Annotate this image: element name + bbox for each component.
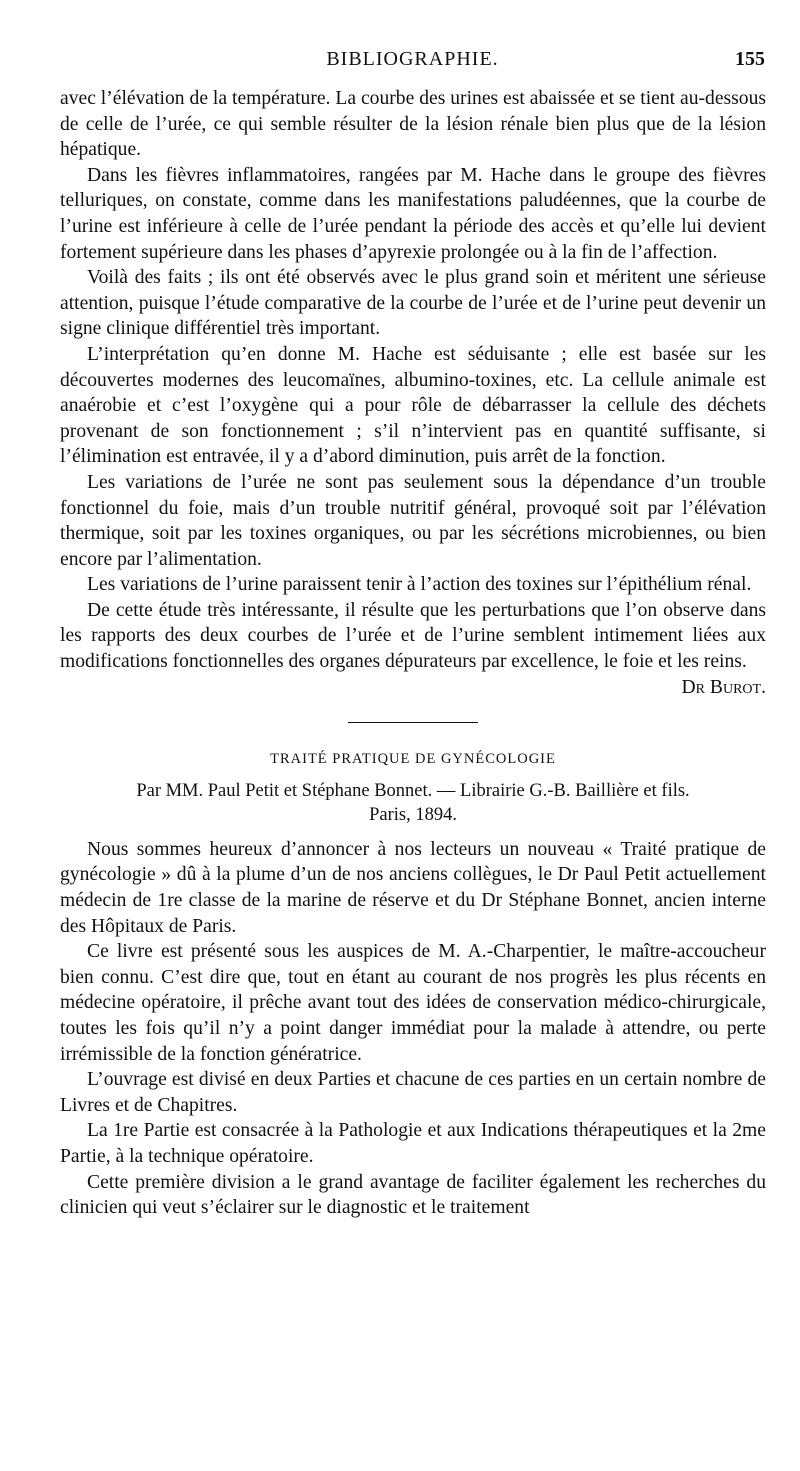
spacer — [60, 827, 766, 837]
paragraph: Voilà des faits ; ils ont été observés avec le plus grand soin et méritent une sérieuse attention, puisque l’étude comparative de la courbe de l’urée et de l’urine peut devenir un signe clinique différentiel très important. — [60, 267, 766, 340]
running-title: BIBLIOGRAPHIE. — [326, 48, 499, 70]
signature: Dr Burot. — [681, 676, 766, 698]
paragraph: La 1re Partie est consacrée à la Pathologie et aux Indications thérapeutiques et la 2me Partie, à la technique opératoire. — [60, 1120, 766, 1167]
page-number: 155 — [735, 48, 765, 70]
paragraph: Ce livre est présenté sous les auspices de M. A.-Charpentier, le maître-accoucheur bien connu. C’est dire que, tout en étant au courant de nos progrès les plus récents en médecine opératoire, il prêche avant tout des idées de conservation médico-chirurgicale, toutes les fois qu’il n’y a point danger immédiat pour la malade à attendre, ou perte irrémissible de la fonction génératrice. — [60, 941, 766, 1065]
paragraph: Les variations de l’urée ne sont pas seulement sous la dépendance d’un trouble fonctionnel du foie, mais d’un trouble nutritif général, provoqué soit par l’élévation thermique, soit par les toxines organiques, ou par les sécrétions microbiennes, ou bien encore par l’alimentation. — [60, 471, 766, 570]
section-divider — [348, 722, 478, 723]
citation-line: Par MM. Paul Petit et Stéphane Bonnet. — Librairie G.-B. Baillière et fils. — [136, 780, 690, 801]
paragraph: L’ouvrage est divisé en deux Parties et chacune de ces parties en un certain nombre de Livres et de Chapitres. — [60, 1069, 766, 1116]
paragraph: avec l’élévation de la température. La courbe des urines est abaissée et se tient au-dessous de celle de l’urée, ce qui semble résulter de la lésion rénale bien plus que de la lésion hépatique. — [60, 88, 766, 161]
page-header — [60, 48, 765, 78]
paragraph: Les variations de l’urine paraissent tenir à l’action des toxines sur l’épithélium rénal. — [87, 574, 752, 596]
citation-date: Paris, 1894. — [369, 804, 457, 825]
paragraph: L’interprétation qu’en donne M. Hache est séduisante ; elle est basée sur les découvertes modernes des leucomaïnes, albumino-toxines, etc. La cellule animale est anaérobie et c’est l’oxygène qui a pour rôle de débarrasser la cellule des déchets provenant de son fonctionnement ; s’il n’intervient pas en quantité suffisante, si l’élimination est entravée, il y a d’abord diminution, puis arrêt de la fonction. — [60, 343, 766, 468]
body-text — [60, 86, 766, 1221]
paragraph: Nous sommes heureux d’annoncer à nos lecteurs un nouveau « Traité pratique de gynécologie » dû à la plume d’un de nos anciens collègues, le Dr Paul Petit actuellement médecin de 1re classe de la marine de réserve et du Dr Stéphane Bonnet, ancien interne des Hôpitaux de Paris. — [60, 838, 766, 937]
paragraph: De cette étude très intéressante, il résulte que les perturbations que l’on observe dans les rapports des deux courbes de l’urée et de l’urine semblent intimement liées aux modifications fonctionnelles des organes dépurateurs par excellence, le foie et les reins. — [60, 599, 766, 673]
section-title: TRAITÉ PRATIQUE DE GYNÉCOLOGIE — [270, 751, 556, 768]
paragraph: Cette première division a le grand avantage de faciliter également les recherches du clinicien qui veut s’éclairer sur le diagnostic et le traitement — [60, 1171, 766, 1219]
paragraph: Dans les fièvres inflammatoires, rangées par M. Hache dans le groupe des fièvres telluriques, on constate, comme dans les manifestations paludéennes, que la courbe de l’urine est inférieure à celle de l’urée pendant la période des accès et qu’elle lui devient fortement supérieure dans les phases d’apyrexie prolongée ou à la fin de l’affection. — [60, 164, 766, 263]
